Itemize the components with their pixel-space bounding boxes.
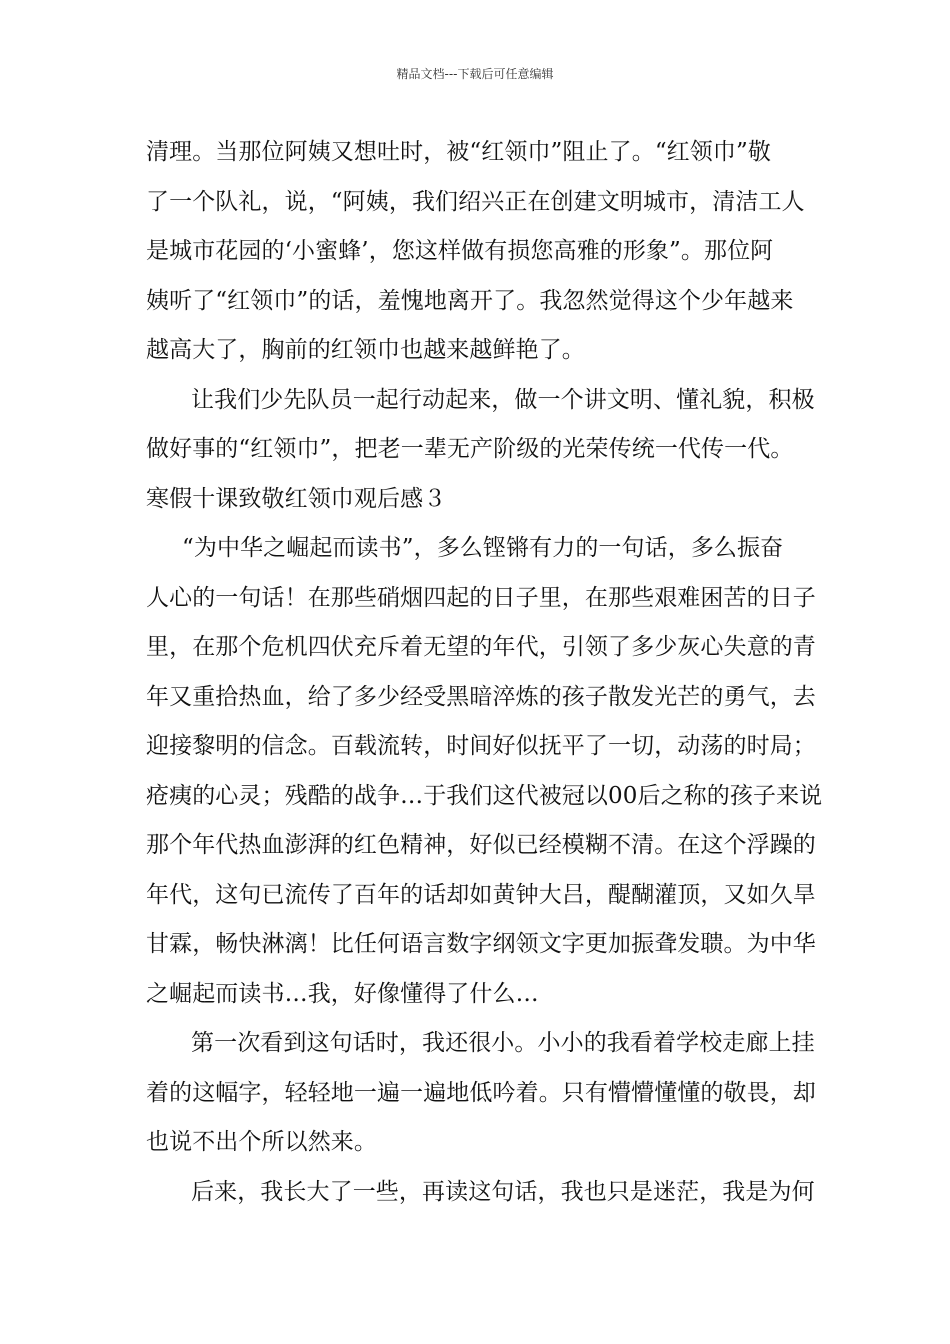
text-line: 年又重拾热血，给了多少经受黑暗淬炼的孩子散发光芒的勇气，去 — [146, 683, 816, 710]
text-line: 人心的一句话！在那些硝烟四起的日子里，在那些艰难困苦的日子 — [146, 584, 816, 611]
text-line: 做好事的“红领巾”，把老一辈无产阶级的光荣传统一代传一代。 — [146, 436, 794, 462]
text-line: 之崛起而读书…我，好像懂得了什么… — [146, 980, 539, 1007]
text-line: 里，在那个危机四伏充斥着无望的年代，引领了多少灰心失意的青 — [146, 634, 816, 660]
text-line: 年代，这句已流传了百年的话却如黄钟大吕，醍醐灌顶，又如久旱 — [146, 881, 816, 908]
document-body — [146, 128, 823, 1217]
text-line: 是城市花园的‘小蜜蜂’，您这样做有损您高雅的形象”。那位阿 — [146, 238, 774, 264]
paragraph-first-line: 让我们少先队员一起行动起来，做一个讲文明、懂礼貌，积极 — [191, 386, 815, 413]
text-line: 清理。当那位阿姨又想吐时，被“红领巾”阻止了。“红领巾”敬 — [146, 139, 771, 165]
page-header: 精品文档---下载后可任意编辑 — [396, 67, 554, 81]
text-line: 迎接黎明的信念。百载流转，时间好似抚平了一切，动荡的时局； — [146, 733, 816, 759]
text-line: 那个年代热血澎湃的红色精神，好似已经模糊不清。在这个浮躁的 — [146, 832, 816, 858]
paragraph-first-line: 后来，我长大了一些，再读这句话，我也只是迷茫，我是为何 — [191, 1178, 815, 1205]
text-line: 着的这幅字，轻轻地一遍一遍地低吟着。只有懵懵懂懂的敬畏，却 — [146, 1079, 816, 1106]
text-line: 了一个队礼，说，“阿姨，我们绍兴正在创建文明城市，清洁工人 — [146, 188, 805, 215]
text-line: 疮痍的心灵；残酷的战争…于我们这代被冠以00后之称的孩子来说 — [146, 782, 823, 809]
text-line: 也说不出个所以然来。 — [146, 1129, 377, 1155]
paragraph-first-line: “为中华之崛起而读书”，多么铿锵有力的一句话，多么振奋 — [182, 535, 784, 561]
paragraph-first-line: 第一次看到这句话时，我还很小。小小的我看着学校走廊上挂 — [191, 1030, 815, 1056]
text-line: 姨听了“红领巾”的话，羞愧地离开了。我忽然觉得这个少年越来 — [146, 287, 794, 314]
text-line: 越高大了，胸前的红领巾也越来越鲜艳了。 — [146, 337, 585, 363]
text-line: 甘霖，畅快淋漓！比任何语言数字纲领文字更加振聋发聩。为中华 — [146, 931, 816, 957]
section-title: 寒假十课致敬红领巾观后感３ — [146, 485, 447, 512]
